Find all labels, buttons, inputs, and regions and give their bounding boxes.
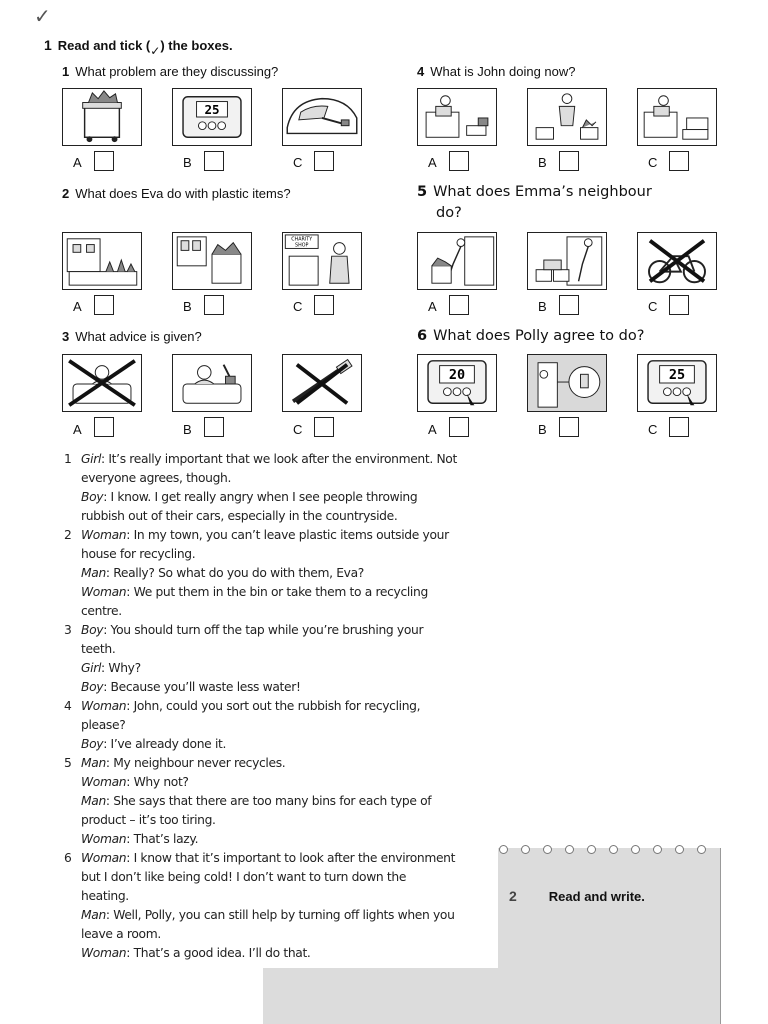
question-text: What does Eva do with plastic items?: [75, 186, 291, 201]
picture-crossed-bicycle: [637, 232, 717, 290]
question-number: 1: [62, 64, 70, 79]
tick-box-q6-a[interactable]: [449, 417, 469, 437]
spoken-text: rubbish out of their cars, especially in the countryside.: [81, 509, 398, 523]
transcript-number: 5: [64, 756, 72, 770]
question-number: 3: [62, 329, 70, 344]
spoken-text: : It’s really important that we look after the environment. Not: [101, 452, 457, 466]
speaker-name: Woman: [81, 851, 127, 865]
option-label: C: [293, 422, 303, 437]
spoken-text: centre.: [81, 604, 122, 618]
transcript-line: [81, 697, 504, 716]
option-label: A: [73, 299, 82, 314]
ring-hole: [631, 845, 640, 854]
spoken-text: : John, could you sort out the rubbish for recycling,: [126, 699, 421, 713]
audio-transcript: [64, 450, 504, 963]
transcript-line: [81, 716, 504, 735]
tick-box-q4-b[interactable]: [559, 151, 579, 171]
transcript-line: [81, 792, 504, 811]
question-6: [417, 326, 644, 347]
transcript-line: [81, 887, 504, 906]
tick-box-q4-c[interactable]: [669, 151, 689, 171]
picture-crossed-toothbrush: [282, 354, 362, 412]
speaker-name: Boy: [81, 680, 104, 694]
transcript-item: [64, 754, 504, 849]
speaker-name: Woman: [81, 832, 127, 846]
spoken-text: : She says that there are too many bins for each type of: [105, 794, 432, 808]
question-number: 2: [62, 186, 70, 201]
tick-box-q1-c[interactable]: [314, 151, 334, 171]
exercise-number: 2: [509, 888, 517, 904]
option-label: C: [293, 155, 303, 170]
option-label: B: [183, 299, 192, 314]
picture-man-sorting-rubbish: [527, 88, 607, 146]
transcript-line: [81, 526, 504, 545]
transcript-line: [81, 583, 504, 602]
spoken-text: : Because you’ll waste less water!: [103, 680, 301, 694]
tick-box-q5-b[interactable]: [559, 295, 579, 315]
question-text: What is John doing now?: [430, 64, 576, 79]
speaker-name: Man: [81, 566, 106, 580]
spoken-text: house for recycling.: [81, 547, 196, 561]
picture-wheelie-bin-street: [172, 232, 252, 290]
thermostat-reading: 25: [204, 102, 220, 118]
transcript-number: 2: [64, 528, 72, 542]
transcript-line: [81, 925, 504, 944]
spoken-text: : I know that it’s important to look after the environment: [126, 851, 456, 865]
tick-box-q3-a[interactable]: [94, 417, 114, 437]
spoken-text: teeth.: [81, 642, 116, 656]
question-1: [62, 64, 278, 79]
option-label: A: [428, 155, 437, 170]
option-label: C: [648, 422, 658, 437]
transcript-item: [64, 849, 504, 963]
option-label: B: [183, 422, 192, 437]
speaker-name: Woman: [81, 775, 127, 789]
option-label: C: [648, 155, 658, 170]
picture-man-reading-armchair: [417, 88, 497, 146]
exercise-2-title: [509, 888, 645, 904]
transcript-line: [81, 621, 504, 640]
transcript-number: 3: [64, 623, 72, 637]
option-label: C: [293, 299, 303, 314]
transcript-line: [81, 944, 504, 963]
transcript-item: [64, 450, 504, 526]
option-label: A: [73, 155, 82, 170]
option-label: A: [428, 299, 437, 314]
picture-thermostat-20: [417, 354, 497, 412]
speaker-name: Girl: [81, 452, 102, 466]
picture-woman-throwing-bin: [417, 232, 497, 290]
picture-thermostat-25: [172, 88, 252, 146]
speaker-name: Woman: [81, 528, 127, 542]
tick-box-q4-a[interactable]: [449, 151, 469, 171]
tick-box-q2-a[interactable]: [94, 295, 114, 315]
ring-hole: [565, 845, 574, 854]
tick-box-q3-c[interactable]: [314, 417, 334, 437]
transcript-line: [81, 507, 504, 526]
transcript-line: [81, 811, 504, 830]
tick-box-q2-b[interactable]: [204, 295, 224, 315]
speaker-name: Man: [81, 794, 106, 808]
question-5: [417, 182, 652, 224]
transcript-number: 4: [64, 699, 72, 713]
picture-bath-boy: [172, 354, 252, 412]
ring-hole: [653, 845, 662, 854]
tick-box-q6-b[interactable]: [559, 417, 579, 437]
ring-hole: [609, 845, 618, 854]
spoken-text: : I’ve already done it.: [103, 737, 227, 751]
ring-hole: [675, 845, 684, 854]
option-label: C: [648, 299, 658, 314]
spoken-text: product – it’s too tiring.: [81, 813, 216, 827]
transcript-line: [81, 545, 504, 564]
option-label: B: [538, 299, 547, 314]
spoken-text: : Why not?: [126, 775, 189, 789]
question-text-continued: do?: [436, 205, 462, 221]
spoken-text: : That’s a good idea. I’ll do that.: [126, 946, 311, 960]
spoken-text: : My neighbour never recycles.: [105, 756, 286, 770]
speaker-name: Man: [81, 756, 106, 770]
question-number: 4: [417, 64, 425, 79]
transcript-line: [81, 488, 504, 507]
transcript-line: [81, 564, 504, 583]
spoken-text: : In my town, you can’t leave plastic items outside your: [126, 528, 449, 542]
transcript-line: [81, 469, 504, 488]
transcript-line: [81, 450, 504, 469]
speaker-name: Man: [81, 908, 106, 922]
speaker-name: Boy: [81, 623, 104, 637]
exercise-1-title: [44, 37, 233, 58]
picture-light-switch: [527, 354, 607, 412]
speaker-name: Girl: [81, 661, 102, 675]
picture-thermostat-25-b: [637, 354, 717, 412]
spoken-text: but I don’t like being cold! I don’t want to turn down the: [81, 870, 407, 884]
transcript-number: 1: [64, 452, 72, 466]
ring-hole: [521, 845, 530, 854]
spoken-text: : I know. I get really angry when I see people throwing: [103, 490, 418, 504]
tick-box-q1-b[interactable]: [204, 151, 224, 171]
picture-car-littering: [282, 88, 362, 146]
exercise-instruction: Read and tick (: [57, 38, 151, 53]
transcript-line: [81, 659, 504, 678]
speaker-name: Boy: [81, 490, 104, 504]
transcript-line: [81, 868, 504, 887]
transcript-item: [64, 526, 504, 621]
spoken-text: : That’s lazy.: [126, 832, 199, 846]
picture-man-reading-boxes: [637, 88, 717, 146]
transcript-line: [81, 906, 504, 925]
transcript-line: [81, 830, 504, 849]
shop-sign-text: CHARITY: [291, 237, 313, 243]
ring-hole: [697, 845, 706, 854]
question-number: 6: [417, 328, 428, 344]
picture-woman-boxes: [527, 232, 607, 290]
question-2: [62, 186, 291, 201]
shop-sign-text: SHOP: [295, 243, 309, 249]
question-text: What does Polly agree to do?: [433, 328, 645, 344]
tick-box-q6-c[interactable]: [669, 417, 689, 437]
spoken-text: : Really? So what do you do with them, Eva?: [105, 566, 364, 580]
exercise-number: 1: [44, 37, 52, 53]
speaker-name: Woman: [81, 699, 127, 713]
thermostat-reading: 20: [448, 367, 466, 384]
question-3: [62, 329, 202, 344]
option-label: B: [538, 155, 547, 170]
transcript-line: [81, 678, 504, 697]
speaker-name: Boy: [81, 737, 104, 751]
transcript-number: 6: [64, 851, 72, 865]
transcript-line: [81, 735, 504, 754]
option-label: A: [428, 422, 437, 437]
spoken-text: : Well, Polly, you can still help by turning off lights when you: [105, 908, 455, 922]
tick-box-q5-c[interactable]: [669, 295, 689, 315]
question-number: 5: [417, 184, 428, 200]
spoken-text: heating.: [81, 889, 129, 903]
transcript-item: [64, 621, 504, 697]
check-mark-icon: ✓: [34, 4, 51, 28]
tick-box-q2-c[interactable]: [314, 295, 334, 315]
ring-hole: [587, 845, 596, 854]
option-label: B: [538, 422, 547, 437]
transcript-line: [81, 602, 504, 621]
picture-crossed-bath: [62, 354, 142, 412]
spoken-text: : You should turn off the tap while you’re brushing your: [103, 623, 424, 637]
transcript-line: [81, 754, 504, 773]
spoken-text: : We put them in the bin or take them to a recycling: [126, 585, 428, 599]
spoken-text: : Why?: [101, 661, 141, 675]
question-4: [417, 64, 576, 79]
tick-box-q3-b[interactable]: [204, 417, 224, 437]
option-label: A: [73, 422, 82, 437]
speaker-name: Woman: [81, 585, 127, 599]
thermostat-reading: 25: [668, 367, 686, 384]
tick-symbol-icon: ✓: [150, 44, 161, 58]
tick-box-q5-a[interactable]: [449, 295, 469, 315]
exercise-instruction-end: ) the boxes.: [160, 38, 233, 53]
question-text: What problem are they discussing?: [75, 64, 279, 79]
option-label: B: [183, 155, 192, 170]
tick-box-q1-a[interactable]: [94, 151, 114, 171]
ring-hole: [543, 845, 552, 854]
question-text: What advice is given?: [75, 329, 202, 344]
transcript-line: [81, 640, 504, 659]
picture-charity-shop: [282, 232, 362, 290]
transcript-item: [64, 697, 504, 754]
transcript-line: [81, 849, 504, 868]
speaker-name: Woman: [81, 946, 127, 960]
question-text: What does Emma’s neighbour: [433, 184, 652, 200]
transcript-line: [81, 773, 504, 792]
exercise-instruction: Read and write.: [548, 889, 645, 904]
picture-rubbish-bin: [62, 88, 142, 146]
spoken-text: leave a room.: [81, 927, 161, 941]
spoken-text: everyone agrees, though.: [81, 471, 232, 485]
spoken-text: please?: [81, 718, 126, 732]
picture-house-recycling-bins: [62, 232, 142, 290]
